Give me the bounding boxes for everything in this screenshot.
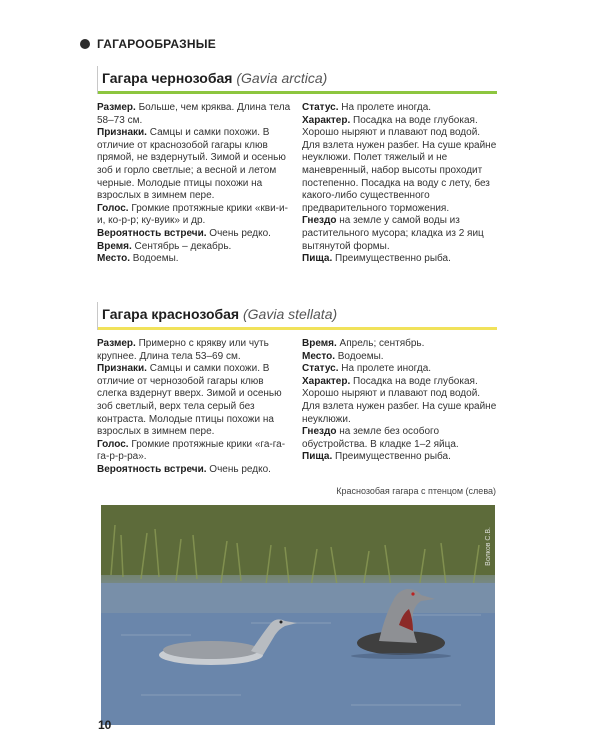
field-status: Статус. На пролете иногда. xyxy=(302,102,432,113)
species-title xyxy=(98,302,497,327)
field-time: Время. Сентябрь – декабрь. xyxy=(97,240,232,252)
field-place: Место. Водоемы. xyxy=(302,350,384,362)
field-features: Признаки. Самцы и самки похожи. В отличие от краснозобой гагары клюв прямой, не вздернутый. Зимой и осенью зоб и горло светлые; а весной и летом черные. Молодые птицы похожи на взрослых в зимнем пере. xyxy=(97,127,286,202)
species-title-box xyxy=(97,66,497,94)
species-title-box xyxy=(97,302,497,330)
species-block-stellata xyxy=(97,302,497,477)
photo-caption: Краснозобая гагара с птенцом (слева) xyxy=(336,486,496,496)
page-number: 10 xyxy=(98,718,112,732)
field-nest: Гнездо на земле у самой воды из растительного мусора; кладка из 2 яиц вытянутой формы. xyxy=(302,215,484,252)
field-status: Статус. На пролете иногда. xyxy=(302,363,432,375)
right-column xyxy=(302,102,497,266)
field-food: Пища. Преимущественно рыба. xyxy=(302,451,451,463)
field-place: Место. Водоемы. xyxy=(97,253,179,265)
field-food: Пища. Преимущественно рыба. xyxy=(302,253,451,265)
species-latin: (Gavia arctica) xyxy=(236,70,328,86)
grass-bank xyxy=(101,505,495,575)
species-title xyxy=(98,66,497,91)
left-column xyxy=(97,102,292,266)
field-probability: Вероятность встречи. Очень редко. xyxy=(97,227,271,239)
species-name: Гагара чернозобая xyxy=(102,70,233,86)
left-column xyxy=(97,338,292,477)
field-voice: Голос. Громкие протяжные крики «кви-и-и, ко-р-р; ку-вуик» и др. xyxy=(97,202,288,227)
species-block-arctica xyxy=(97,66,497,266)
species-latin: (Gavia stellata) xyxy=(243,306,338,322)
title-rule xyxy=(98,327,497,330)
species-name: Гагара краснозобая xyxy=(102,306,240,322)
field-character: Характер. Посадка на воде глубокая. Хорошо ныряют и плавают под водой. Для взлета нужен разбег. На суше крайне неуклюжи. Полет тяжелый и не маневренный, набор высоты проходит постепенно. Посадка на воду с лету, без какого-либо существенного предварительного торможения. xyxy=(302,114,497,214)
field-nest: Гнездо на земле без особого обустройства. В кладке 1–2 яйца. xyxy=(302,426,459,450)
field-size: Размер. Примерно с крякву или чуть крупнее. Длина тела 53–69 см. xyxy=(97,338,269,362)
field-voice: Голос. Громкие протяжные крики «га-га-га-р-р-ра». xyxy=(97,438,286,463)
field-features: Признаки. Самцы и самки похожи. В отличие от чернозобой гагары клюв слегка вздернут вверх. Зимой и осенью зоб светлый, верх тела серый без контраста. Молодые птицы похожи на взрослых в зимнем пере. xyxy=(97,363,282,438)
photo-illustration xyxy=(101,505,495,725)
field-probability: Вероятность встречи. Очень редко. xyxy=(97,463,271,475)
field-character: Характер. Посадка на воде глубокая. Хорошо ныряют и плавают под водой. Для взлета нужен разбег. На суше крайне неуклюжи. xyxy=(302,375,497,425)
species-columns xyxy=(97,102,497,266)
field-size: Размер. Больше, чем кряква. Длина тела 58–73 см. xyxy=(97,102,291,126)
right-column xyxy=(302,338,497,477)
species-columns xyxy=(97,338,497,477)
field-time: Время. Апрель; сентябрь. xyxy=(302,338,425,349)
photo-credit: Волков С.В. xyxy=(485,527,492,566)
loon-photo xyxy=(101,505,495,725)
bullet-icon xyxy=(80,39,90,49)
section-header xyxy=(80,37,216,51)
section-title: ГАГАРООБРАЗНЫЕ xyxy=(97,37,216,51)
title-rule xyxy=(98,91,497,94)
